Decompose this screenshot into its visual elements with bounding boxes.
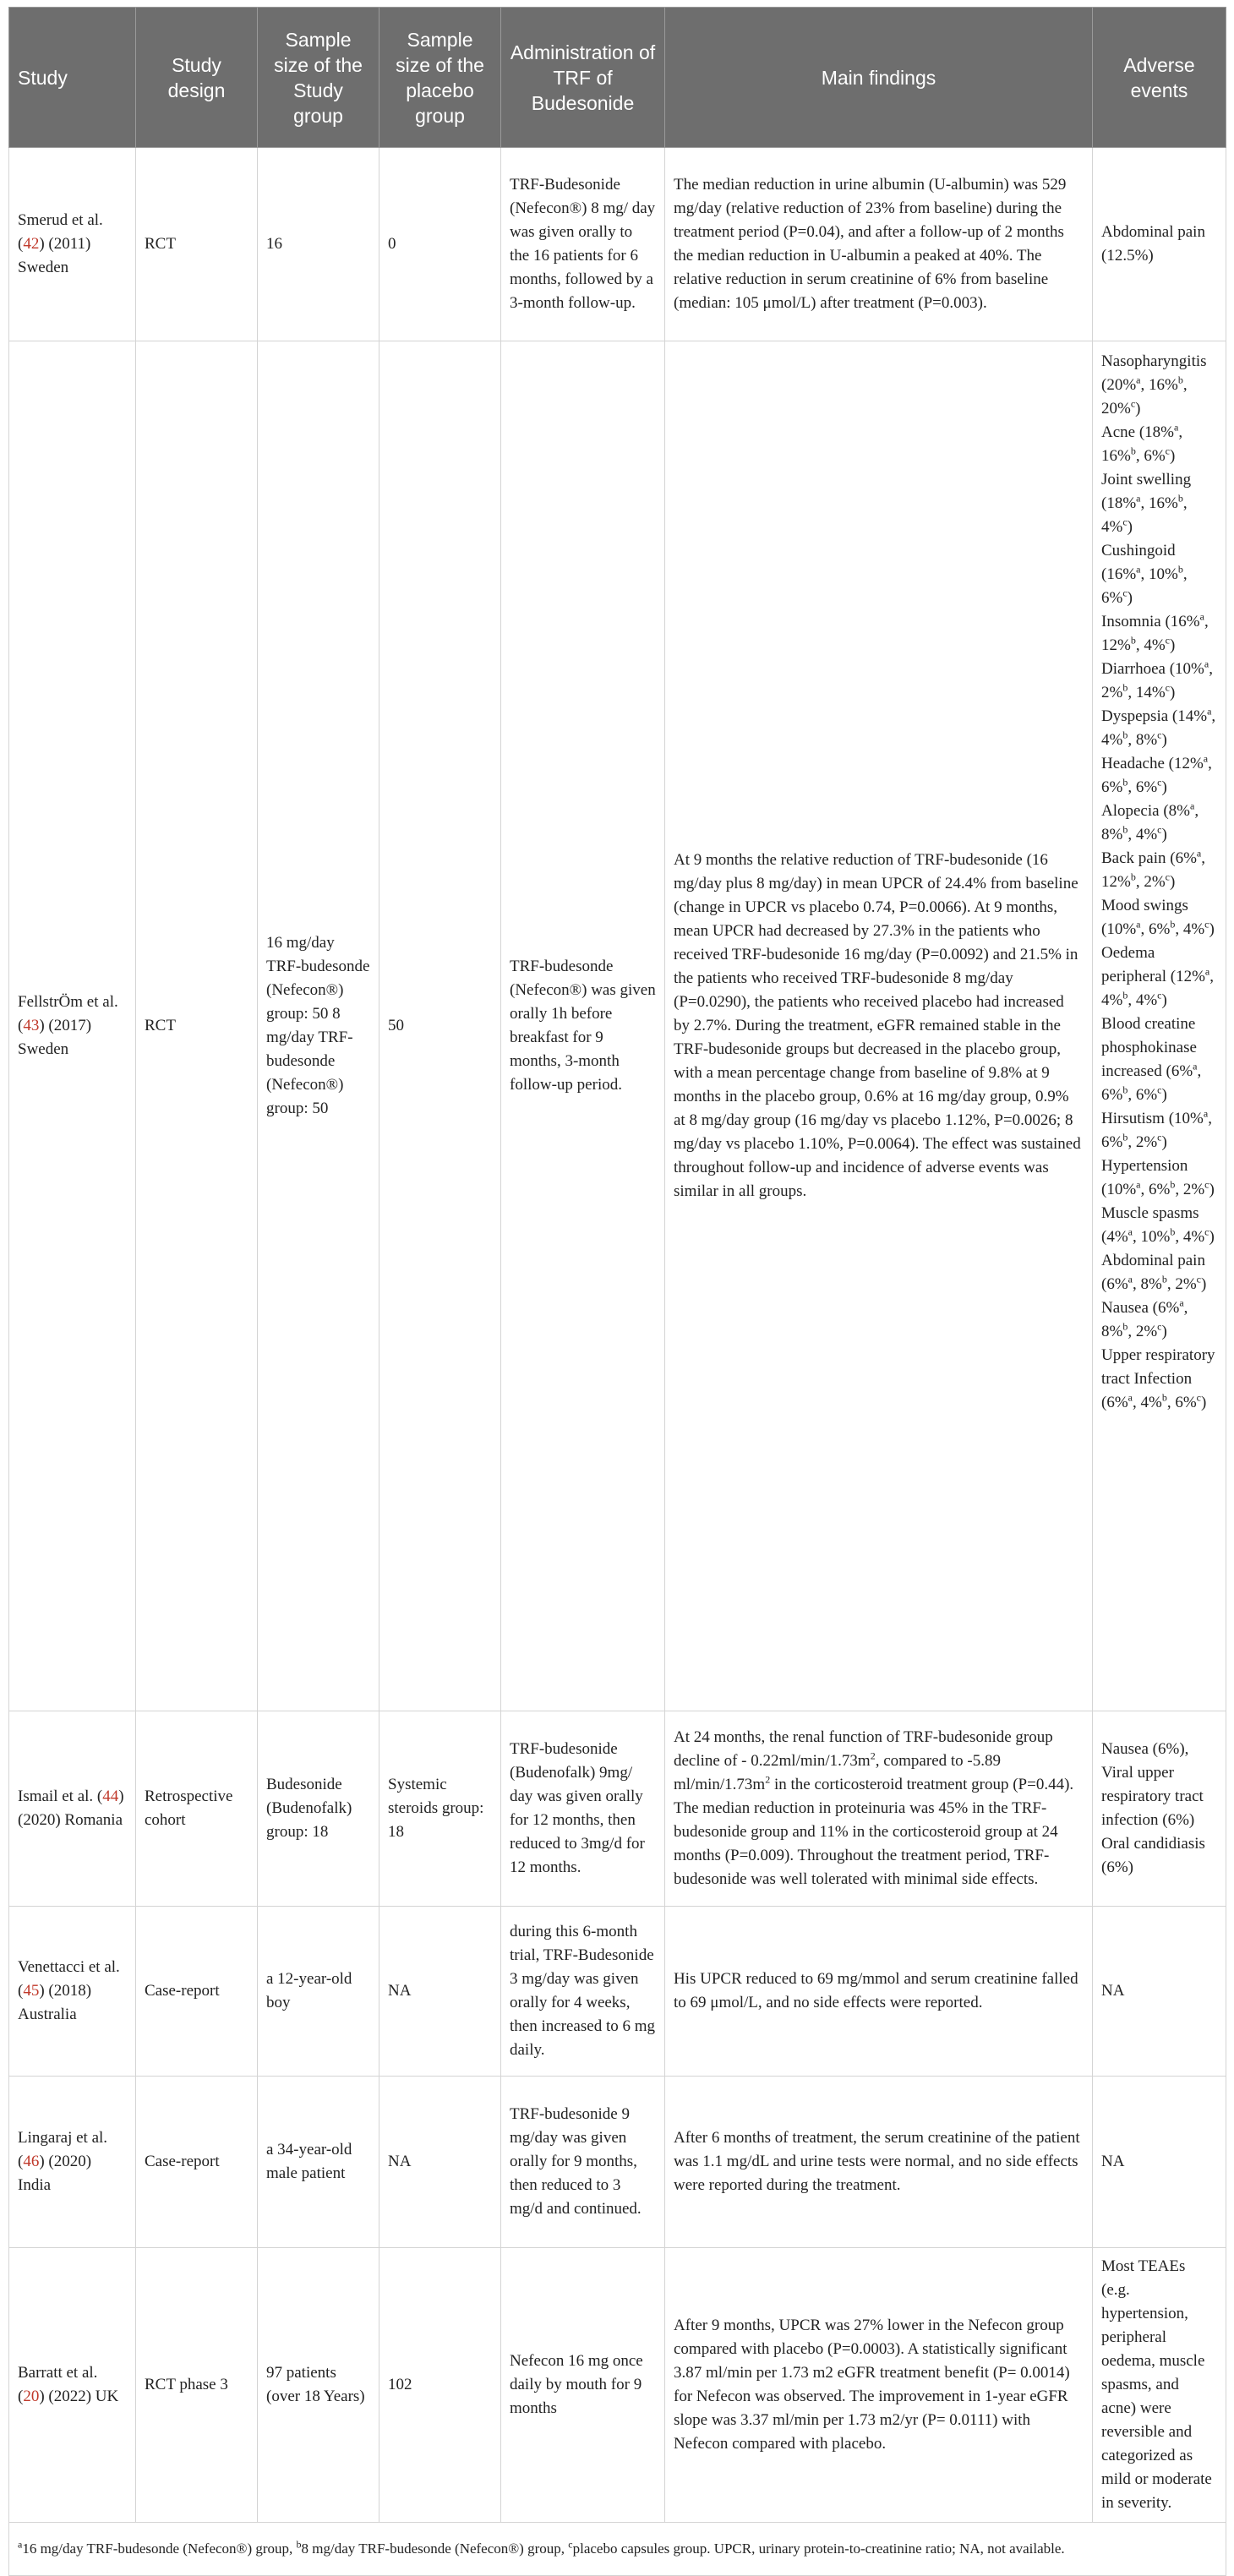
table-row — [9, 341, 1226, 1711]
adverse-event-name: Insomnia — [1101, 613, 1161, 630]
sample-placebo-cell: 0 — [379, 148, 501, 341]
footnote-mark: c — [1165, 634, 1170, 647]
footnote-mark: a — [1196, 847, 1202, 860]
sample-study-cell: a 12-year-old boy — [258, 1907, 379, 2077]
footnote-mark: a — [1128, 1391, 1133, 1404]
adverse-event-item: Hirsutism (10%$^a$, 6%$^b$, 2%$^c$) — [1101, 1107, 1212, 1151]
adverse-event-value: 2% — [1135, 1323, 1158, 1340]
table-footnote — [9, 2523, 1226, 2576]
findings-text: , compared to -5.89 ml/min/1.73m — [674, 1752, 1001, 1793]
adverse-event-value: 10% — [1175, 660, 1204, 678]
adverse-event-item: Headache (12%$^a$, 6%$^b$, 6%$^c$) — [1101, 752, 1212, 796]
footnote-mark: c — [1157, 823, 1162, 836]
adverse-event-value: 14% — [1177, 707, 1208, 725]
adverse-event-value: 12% — [1101, 636, 1131, 654]
study-cell — [9, 1711, 136, 1907]
footnote-mark: c — [1165, 870, 1170, 883]
header-sample-study: Sample size of the Study group — [258, 8, 379, 148]
adverse-event-value: 6% — [1144, 447, 1166, 465]
adverse-event-item: Blood creatine phosphokinase increased (6%$^a$, 6%$^b$, 6%$^c$) — [1101, 1015, 1202, 1104]
footnote-row — [9, 2523, 1226, 2576]
adverse-event-value: 4% — [1182, 920, 1205, 938]
adverse-event-item: Hypertension (10%$^a$, 6%$^b$, 2%$^c$) — [1101, 1157, 1215, 1198]
footnote-mark: a — [1189, 800, 1195, 812]
adverse-event-value: 20% — [1106, 376, 1137, 394]
footnote-mark: a — [1207, 705, 1212, 718]
findings-text: At 24 months, the renal function of TRF-budesonide group decline of - 0.22ml/min/1.73m — [674, 1728, 1053, 1770]
footnote-mark: b — [1130, 445, 1136, 457]
adverse-event-name: Mood swings — [1101, 897, 1188, 914]
footnote-mark: c — [1157, 1083, 1162, 1096]
reference-link[interactable]: 46 — [23, 2153, 40, 2170]
study-year-country: ) (2018) Australia — [18, 1982, 92, 2023]
adverse-event-name: Hypertension — [1101, 1157, 1188, 1175]
study-year-country: ) (2022) UK — [39, 2388, 119, 2405]
footnote-mark: b — [1177, 374, 1183, 386]
footnote-mark: a — [1128, 1225, 1133, 1238]
adverse-event-name: Upper respiratory tract Infection — [1101, 1346, 1215, 1388]
reference-link[interactable]: 45 — [23, 1982, 40, 2000]
adverse-event-value: 4% — [1135, 991, 1158, 1009]
adverse-event-item: Muscle spasms (4%$^a$, 10%$^b$, 4%$^c$) — [1101, 1204, 1215, 1246]
adverse-event-name: Acne — [1101, 423, 1136, 441]
findings-cell: After 9 months, UPCR was 27% lower in the Nefecon group compared with placebo (P=0.0003). A statistically significant 3.87 ml/min per 1.73 m2 eGFR treatment benefit (P= 0.0014) for Nefecon was observed. The improvement in 1-year eGFR slope was 3.37 ml/min per 1.73 m2/yr (P= 0.0111) with Nefecon compared with placebo. — [665, 2248, 1093, 2523]
footnote-mark: b — [1122, 989, 1128, 1001]
adverse-cell: Abdominal pain (12.5%) — [1093, 148, 1226, 341]
footnote-mark: b — [1161, 1273, 1167, 1285]
footnote-mark: a — [18, 2538, 23, 2551]
adverse-event-value: 6% — [1148, 920, 1171, 938]
adverse-event-name: Nasopharyngitis — [1101, 352, 1207, 370]
administration-cell: TRF-budesonde (Nefecon®) was given orally 1h before breakfast for 9 months, 3-month follow-up period. — [501, 341, 665, 1711]
adverse-event-value: 6% — [1175, 849, 1197, 867]
reference-link[interactable]: 20 — [23, 2388, 40, 2405]
adverse-event-name: Diarrhoea — [1101, 660, 1166, 678]
adverse-event-value: 6% — [1175, 1394, 1197, 1411]
adverse-event-value: 6% — [1148, 1181, 1171, 1198]
reference-link[interactable]: 42 — [23, 235, 40, 253]
administration-cell: during this 6-month trial, TRF-Budesonide 3 mg/day was given orally for 4 weeks, then increased to 6 mg daily. — [501, 1907, 665, 2077]
sample-placebo-cell: Systemic steroids group: 18 — [379, 1711, 501, 1907]
sample-study-cell: 16 — [258, 148, 379, 341]
footnote-mark: a — [1136, 563, 1141, 576]
adverse-event-item: Upper respiratory tract Infection (6%$^a$, 4%$^b$, 6%$^c$) — [1101, 1346, 1215, 1411]
study-author: Ismail et al. ( — [18, 1787, 103, 1805]
adverse-event-name: Nausea — [1101, 1299, 1149, 1317]
header-adverse-events: Adverse events — [1093, 8, 1226, 148]
footnote-mark: b — [1170, 1225, 1176, 1238]
adverse-event-value: 14% — [1135, 684, 1166, 701]
footnote-mark: a — [1174, 421, 1179, 434]
adverse-event-value: 10% — [1148, 565, 1178, 583]
study-year-country: ) (2011) Sweden — [18, 235, 91, 276]
adverse-event-name: Blood creatine phosphokinase increased — [1101, 1015, 1197, 1080]
adverse-event-value: 6% — [1158, 1299, 1180, 1317]
adverse-event-value: 6% — [1101, 778, 1123, 796]
table-row — [9, 1711, 1226, 1907]
design-cell: RCT — [136, 148, 258, 341]
adverse-event-value: 18% — [1106, 494, 1137, 512]
sample-study-cell: 97 patients (over 18 Years) — [258, 2248, 379, 2523]
footnote-mark: a — [1203, 1107, 1209, 1120]
adverse-event-value: 4% — [1101, 518, 1123, 536]
footnote-mark: c — [1157, 776, 1162, 789]
findings-cell: After 6 months of treatment, the serum creatinine of the patient was 1.1 mg/dL and urine tests were normal, and no side effects were reported during the treatment. — [665, 2077, 1093, 2248]
adverse-cell: NA — [1093, 2077, 1226, 2248]
footnote-mark: b — [1170, 1178, 1176, 1191]
footnote-mark: c — [1165, 681, 1170, 694]
footnote-mark: a — [1136, 918, 1141, 931]
adverse-event-value: 2% — [1101, 684, 1123, 701]
adverse-event-value: 10% — [1106, 1181, 1137, 1198]
footnote-mark: b — [296, 2538, 302, 2551]
footnote-mark: b — [1122, 1320, 1128, 1333]
findings-cell — [665, 1711, 1093, 1907]
study-cell — [9, 2077, 136, 2248]
adverse-event-value: 6% — [1135, 1086, 1158, 1104]
study-author: FellstrÖm et al. ( — [18, 993, 118, 1034]
study-author: Lingaraj et al. ( — [18, 2129, 108, 2170]
header-study-design: Study design — [136, 8, 258, 148]
adverse-event-value: 10% — [1174, 1110, 1204, 1127]
footnote-mark: a — [1204, 965, 1210, 978]
footnote-mark: b — [1130, 634, 1136, 647]
study-author: Smerud et al. ( — [18, 211, 103, 253]
adverse-event-value: 6% — [1135, 778, 1158, 796]
footnote-text: placebo capsules group. UPCR, urinary protein-to-creatinine ratio; NA, not available. — [572, 2541, 1065, 2557]
study-cell — [9, 148, 136, 341]
footnote-mark: b — [1170, 918, 1176, 931]
study-cell — [9, 2248, 136, 2523]
adverse-event-item: Abdominal pain (6%$^a$, 8%$^b$, 2%$^c$) — [1101, 1252, 1207, 1293]
header-row — [9, 8, 1226, 148]
footnote-mark: b — [1122, 1083, 1128, 1096]
footnote-mark: c — [568, 2538, 573, 2551]
header-administration: Administration of TRF of Budesonide — [501, 8, 665, 148]
adverse-event-name: Hirsutism — [1101, 1110, 1165, 1127]
adverse-event-value: 6% — [1101, 589, 1123, 607]
adverse-event-name: Headache — [1101, 755, 1165, 772]
table-row — [9, 2248, 1226, 2523]
adverse-event-item: Diarrhoea (10%$^a$, 2%$^b$, 14%$^c$) — [1101, 658, 1213, 701]
administration-cell: TRF-budesonide (Budenofalk) 9mg/ day was given orally for 12 months, then reduced to 3mg/d for 12 months. — [501, 1711, 665, 1907]
adverse-event-item: Dyspepsia (14%$^a$, 4%$^b$, 8%$^c$) — [1101, 705, 1216, 749]
adverse-event-value: 4% — [1144, 636, 1166, 654]
adverse-event-item: Back pain (6%$^a$, 12%$^b$, 2%$^c$) — [1101, 847, 1205, 891]
footnote-mark: c — [1204, 918, 1209, 931]
footnote-text: 16 mg/day TRF-budesonde (Nefecon®) group, — [22, 2541, 297, 2557]
design-cell: RCT — [136, 341, 258, 1711]
adverse-event-value: 16% — [1170, 613, 1200, 630]
adverse-event-value: 16% — [1148, 494, 1178, 512]
footnote-mark: a — [1136, 1178, 1141, 1191]
adverse-event-value: 2% — [1182, 1181, 1205, 1198]
table-row — [9, 2077, 1226, 2248]
reference-link[interactable]: 44 — [102, 1787, 119, 1805]
sample-placebo-cell: NA — [379, 1907, 501, 2077]
study-author: Venettacci et al. ( — [18, 1958, 120, 2000]
adverse-event-item: Acne (18%$^a$, 16%$^b$, 6%$^c$) — [1101, 421, 1183, 465]
adverse-event-value: 4% — [1106, 1228, 1128, 1246]
adverse-cell — [1093, 341, 1226, 1711]
adverse-event-name: Joint swelling — [1101, 471, 1192, 488]
findings-cell: The median reduction in urine albumin (U-albumin) was 529 mg/day (relative reduction of 23% from baseline) during the treatment period (P=0.04), and after a follow-up of 2 months the median reduction in U-albumin a peaked at 40%. The relative reduction in serum creatinine of 6% from baseline (median: 105 μmol/L) after treatment (P=0.003). — [665, 148, 1093, 341]
adverse-event-value: 12% — [1173, 755, 1204, 772]
adverse-event-value: 6% — [1171, 1062, 1193, 1080]
adverse-event-value: 4% — [1101, 991, 1123, 1009]
study-year-country: ) (2020) Romania — [18, 1787, 124, 1829]
footnote-mark: b — [1122, 823, 1128, 836]
footnote-mark: a — [1179, 1296, 1184, 1309]
administration-cell: Nefecon 16 mg once daily by mouth for 9 months — [501, 2248, 665, 2523]
studies-table — [8, 7, 1226, 2576]
study-year-country: ) (2017) Sweden — [18, 1017, 92, 1058]
adverse-event-item: Nasopharyngitis (20%$^a$, 16%$^b$, 20%$^c$) — [1101, 352, 1207, 418]
adverse-event-value: 2% — [1144, 873, 1166, 891]
adverse-event-value: 16% — [1101, 447, 1131, 465]
adverse-event-value: 4% — [1140, 1394, 1162, 1411]
sample-study-cell: Budesonide (Budenofalk) group: 18 — [258, 1711, 379, 1907]
adverse-event-value: 2% — [1135, 1133, 1158, 1151]
footnote-mark: c — [1157, 1320, 1162, 1333]
adverse-event-value: 8% — [1101, 826, 1123, 843]
footnote-mark: b — [1122, 776, 1128, 789]
adverse-event-value: 8% — [1168, 802, 1190, 820]
footnote-mark: c — [1157, 729, 1162, 741]
footnote-mark: c — [1165, 445, 1170, 457]
footnote-mark: b — [1122, 1131, 1128, 1143]
footnote-mark: b — [1130, 870, 1136, 883]
footnote-mark: a — [1128, 1273, 1133, 1285]
sample-study-cell: a 34-year-old male patient — [258, 2077, 379, 2248]
adverse-event-name: Oedema peripheral — [1101, 944, 1167, 985]
sample-placebo-cell: 50 — [379, 341, 501, 1711]
adverse-event-name: Alopecia — [1101, 802, 1160, 820]
adverse-event-item: Mood swings (10%$^a$, 6%$^b$, 4%$^c$) — [1101, 897, 1215, 938]
design-cell: Case-report — [136, 1907, 258, 2077]
header-main-findings: Main findings — [665, 8, 1093, 148]
footnote-mark: c — [1157, 1131, 1162, 1143]
footnote-mark: c — [1157, 989, 1162, 1001]
study-year-country: ) (2020) India — [18, 2153, 92, 2194]
adverse-cell: Most TEAEs (e.g. hypertension, peripheral oedema, muscle spasms, and acne) were reversible and categorized as mild or moderate in severity. — [1093, 2248, 1226, 2523]
adverse-cell: Nausea (6%), Viral upper respiratory tract infection (6%) Oral candidiasis (6%) — [1093, 1711, 1226, 1907]
design-cell: RCT phase 3 — [136, 2248, 258, 2523]
footnote-mark: a — [1136, 374, 1141, 386]
administration-cell: TRF-budesonide 9 mg/day was given orally for 9 months, then reduced to 3 mg/d and continued. — [501, 2077, 665, 2248]
adverse-event-value: 8% — [1101, 1323, 1123, 1340]
adverse-event-name: Muscle spasms — [1101, 1204, 1199, 1222]
adverse-event-value: 10% — [1140, 1228, 1171, 1246]
findings-cell: His UPCR reduced to 69 mg/mmol and serum creatinine falled to 69 μmol/L, and no side effects were reported. — [665, 1907, 1093, 2077]
footnote-mark: a — [1204, 658, 1209, 670]
adverse-event-item: Oedema peripheral (12%$^a$, 4%$^b$, 4%$^c$) — [1101, 944, 1214, 1009]
adverse-event-value: 10% — [1106, 920, 1137, 938]
adverse-event-name: Cushingoid — [1101, 542, 1176, 559]
adverse-cell: NA — [1093, 1907, 1226, 2077]
adverse-event-item: Insomnia (16%$^a$, 12%$^b$, 4%$^c$) — [1101, 610, 1209, 654]
header-sample-placebo: Sample size of the placebo group — [379, 8, 501, 148]
adverse-event-value: 12% — [1176, 968, 1205, 985]
footnote-mark: c — [1122, 516, 1128, 528]
adverse-event-value: 4% — [1135, 826, 1158, 843]
reference-link[interactable]: 43 — [23, 1017, 40, 1034]
adverse-event-value: 6% — [1101, 1133, 1123, 1151]
adverse-event-value: 4% — [1182, 1228, 1205, 1246]
sample-placebo-cell: NA — [379, 2077, 501, 2248]
footnote-mark: c — [1196, 1273, 1201, 1285]
adverse-event-value: 20% — [1101, 400, 1131, 418]
table-row — [9, 1907, 1226, 2077]
adverse-event-value: 2% — [1175, 1275, 1197, 1293]
footnote-mark: c — [1130, 397, 1136, 410]
findings-cell: At 9 months the relative reduction of TRF-budesonide (16 mg/day plus 8 mg/day) in mean UPCR of 24.4% from baseline (change in UPCR vs placebo 0.74, P=0.0066). At 9 months, mean UPCR had decreased by 27.3% in the patients who received TRF-budesonide 16 mg/day (P=0.0092) and 21.5% in the patients who received TRF-budesonide 8 mg/day (P=0.0290), the patients who received placebo had increased by 2.7%. During the treatment, eGFR remained stable in the TRF-budesonide groups but decreased in the placebo group, with a mean percentage change from baseline of 9.8% at 9 months in the placebo group, 0.6% at 16 mg/day group, 0.9% at 8 mg/day group (16 mg/day vs placebo 1.12%, P=0.0026; 8 mg/day vs placebo 1.10%, P=0.0064). The effect was sustained throughout follow-up and incidence of adverse events was similar in all groups. — [665, 341, 1093, 1711]
sample-study-cell: 16 mg/day TRF-budesonde (Nefecon®) group: 50 8 mg/day TRF-budesonde (Nefecon®) group: 50 — [258, 341, 379, 1711]
design-cell: Case-report — [136, 2077, 258, 2248]
footnote-mark: c — [1196, 1391, 1201, 1404]
design-cell: Retrospective cohort — [136, 1711, 258, 1907]
study-cell — [9, 1907, 136, 2077]
superscript: 2 — [765, 1773, 771, 1786]
adverse-event-name: Abdominal pain — [1101, 1252, 1205, 1269]
footnote-mark: b — [1122, 681, 1128, 694]
superscript: 2 — [870, 1749, 876, 1762]
footnote-mark: a — [1193, 1060, 1198, 1072]
footnote-mark: a — [1203, 752, 1209, 765]
footnote-mark: c — [1204, 1178, 1209, 1191]
study-author: Barratt et al. ( — [18, 2364, 98, 2405]
adverse-event-value: 8% — [1135, 731, 1158, 749]
adverse-event-value: 12% — [1101, 873, 1131, 891]
adverse-event-value: 16% — [1148, 376, 1178, 394]
footnote-mark: c — [1122, 587, 1128, 599]
footnote-mark: b — [1161, 1391, 1167, 1404]
adverse-event-item: Nausea (6%$^a$, 8%$^b$, 2%$^c$) — [1101, 1296, 1188, 1340]
table-row — [9, 148, 1226, 341]
footnote-mark: c — [1204, 1225, 1209, 1238]
footnote-mark: a — [1136, 492, 1141, 505]
adverse-event-value: 6% — [1106, 1394, 1128, 1411]
footnote-mark: b — [1122, 729, 1128, 741]
adverse-event-item: Joint swelling (18%$^a$, 16%$^b$, 4%$^c$) — [1101, 471, 1192, 536]
footnote-mark: b — [1177, 563, 1183, 576]
adverse-event-value: 6% — [1106, 1275, 1128, 1293]
findings-text: in the corticosteroid treatment group (P=0.44). The median reduction in proteinuria was 45% in the TRF-budesonide group and 11% in the corticosteroid group at 24 months (P=0.009). Throughout the treatment period, TRF-budesonide was well tolerated with minimal side effects. — [674, 1776, 1074, 1888]
adverse-event-name: Dyspepsia — [1101, 707, 1169, 725]
study-cell — [9, 341, 136, 1711]
adverse-event-value: 4% — [1101, 731, 1123, 749]
adverse-event-value: 8% — [1140, 1275, 1162, 1293]
adverse-event-item: Cushingoid (16%$^a$, 10%$^b$, 6%$^c$) — [1101, 542, 1188, 607]
footnote-mark: b — [1177, 492, 1183, 505]
footnote-mark: a — [1199, 610, 1204, 623]
sample-placebo-cell: 102 — [379, 2248, 501, 2523]
adverse-event-name: Back pain — [1101, 849, 1166, 867]
footnote-text: 8 mg/day TRF-budesonde (Nefecon®) group, — [301, 2541, 569, 2557]
header-study: Study — [9, 8, 136, 148]
adverse-event-item: Alopecia (8%$^a$, 8%$^b$, 4%$^c$) — [1101, 800, 1199, 843]
adverse-event-value: 18% — [1144, 423, 1174, 441]
administration-cell: TRF-Budesonide (Nefecon®) 8 mg/ day was given orally to the 16 patients for 6 months, followed by a 3-month follow-up. — [501, 148, 665, 341]
adverse-event-value: 6% — [1101, 1086, 1123, 1104]
adverse-event-value: 16% — [1106, 565, 1137, 583]
